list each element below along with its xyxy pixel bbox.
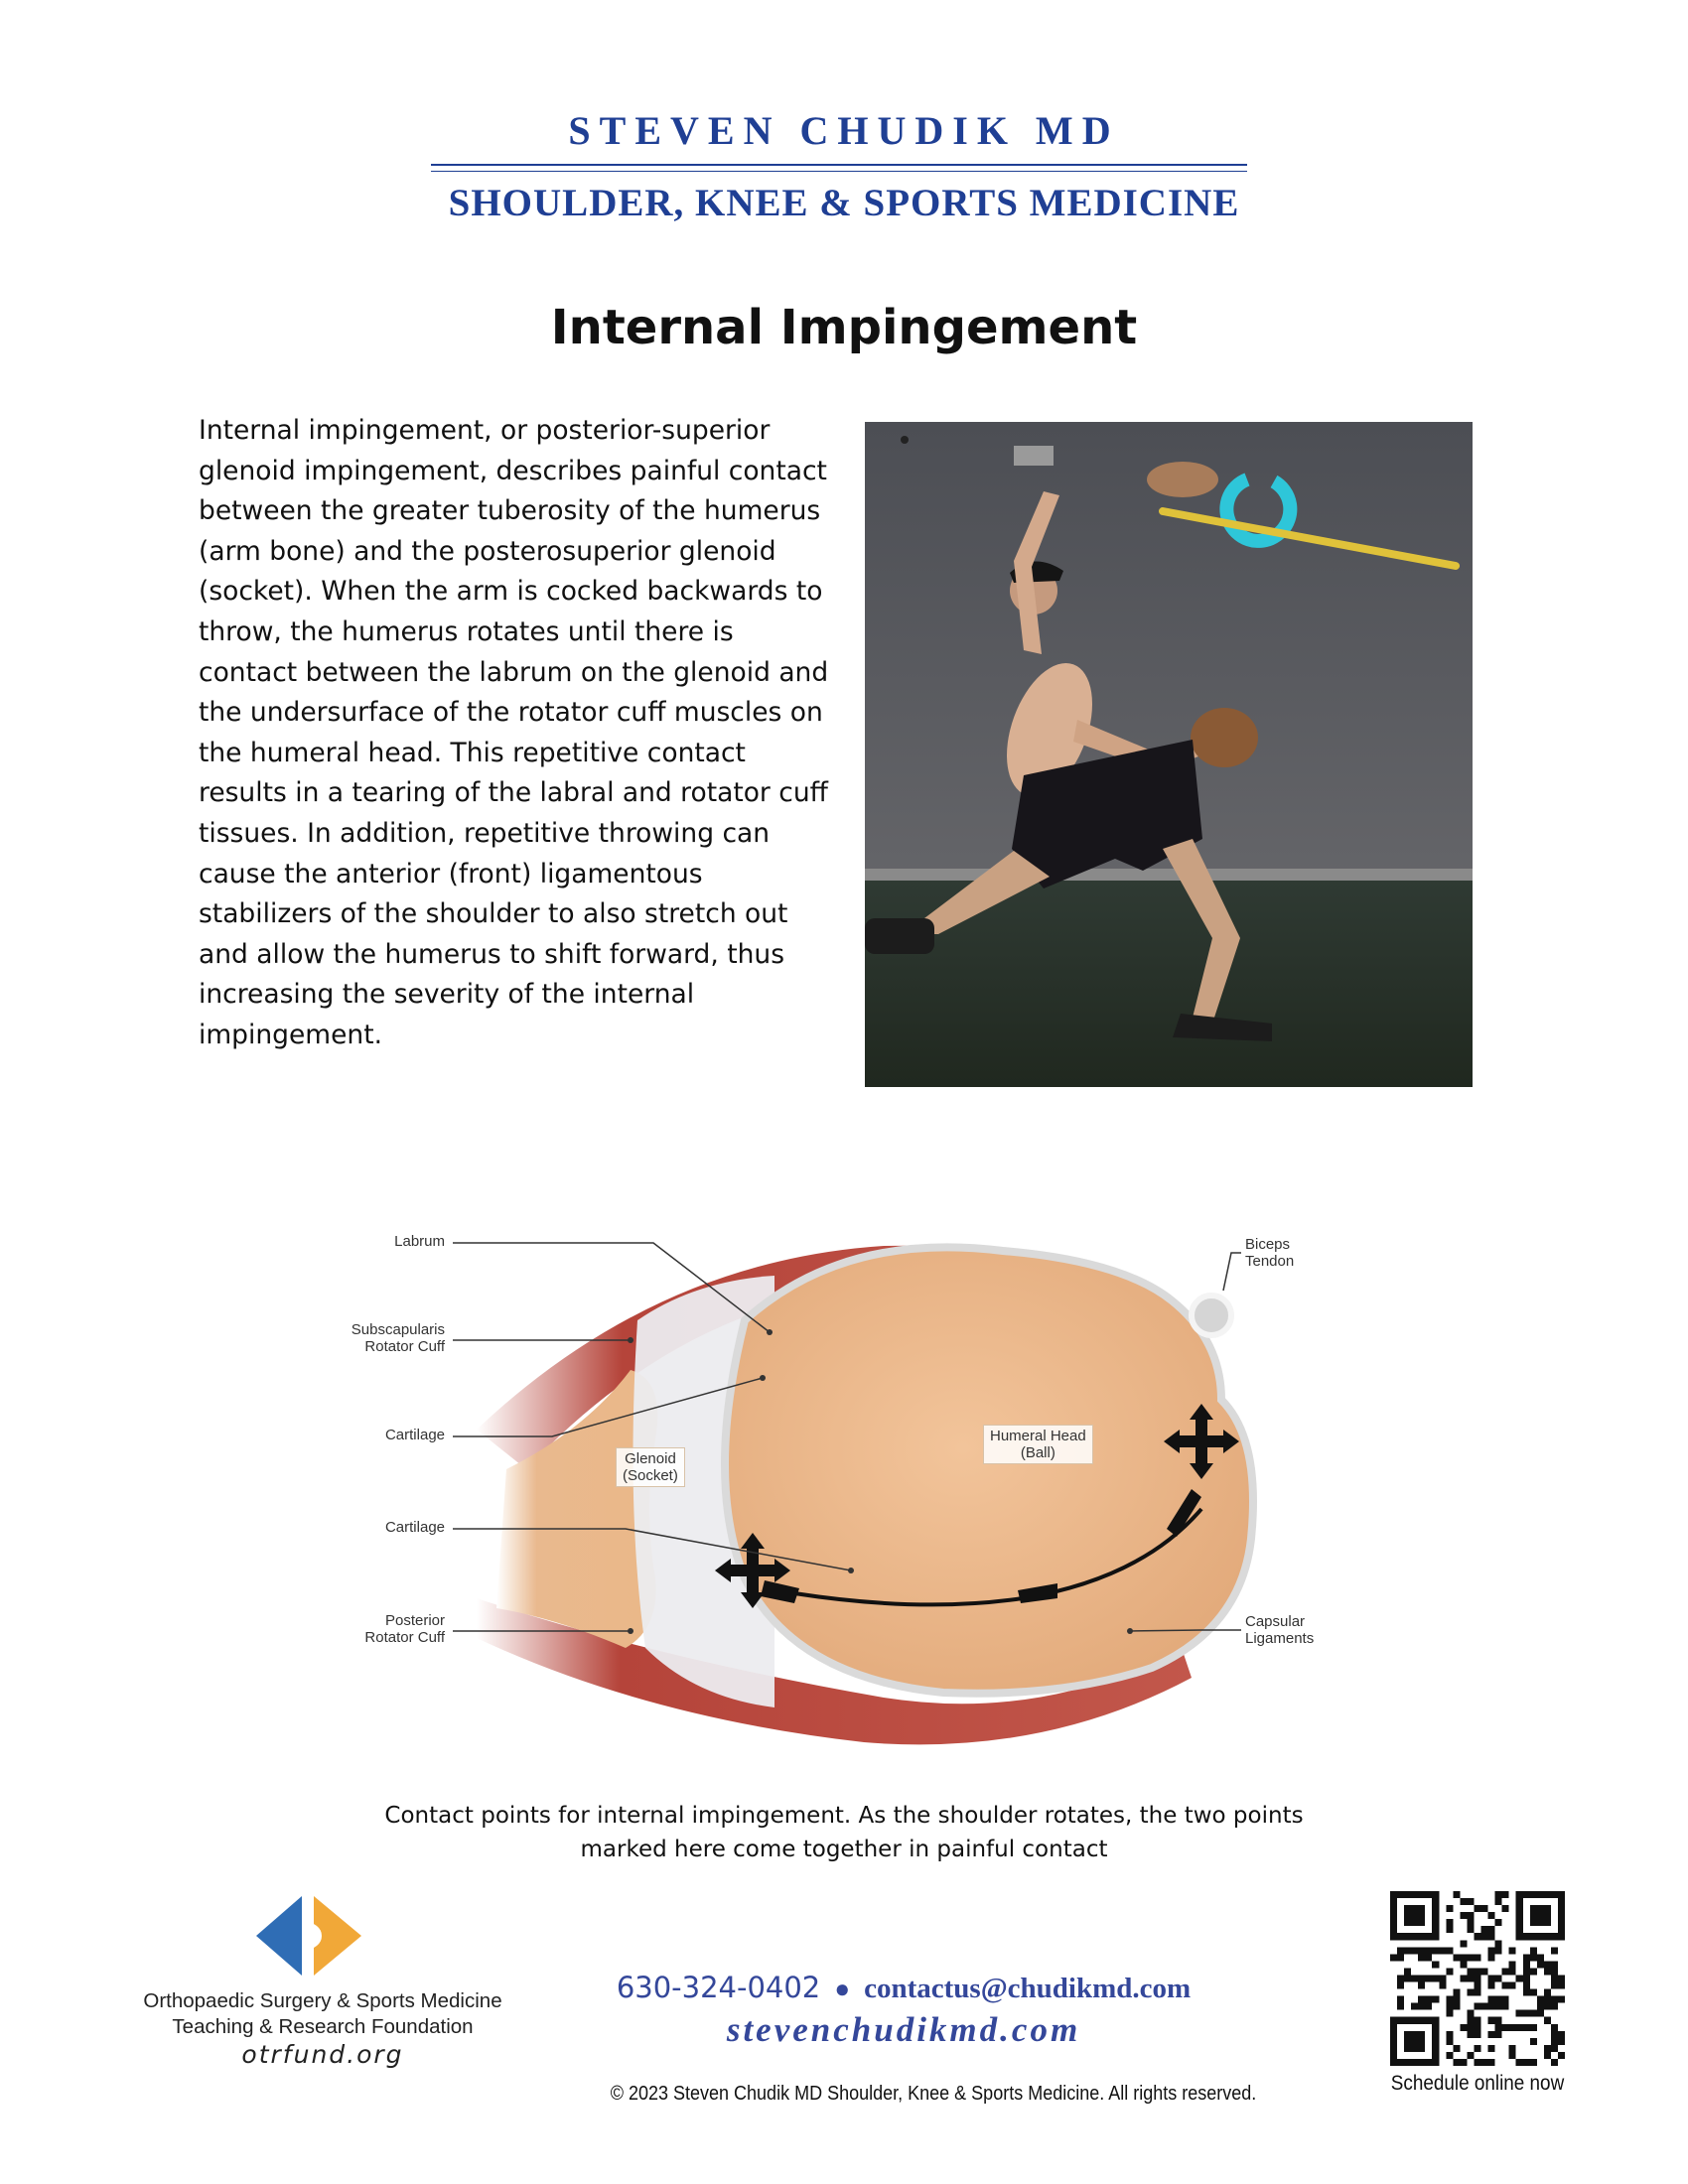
page-title: Internal Impingement [550,300,1138,355]
diagram-caption: Contact points for internal impingement. As the shoulder rotates, the two points marked here come together in painful contact [384,1803,1304,1862]
foundation-url[interactable]: otrfund.org [241,2040,404,2069]
label-biceps: Biceps Tendon [1245,1236,1295,1270]
phone-number[interactable]: 630-324-0402 [616,1971,821,2004]
header-rule [431,164,1247,166]
qr-label: Schedule online now [1390,2072,1565,2095]
header-rule-thin [431,171,1247,172]
contact-line [556,1971,1251,2005]
label-cartilage-top: Cartilage [384,1427,445,1443]
website-link[interactable]: stevenchudikmd.com [726,2010,1081,2049]
pitcher-photo [865,422,1473,1087]
foundation-logo-icon [256,1896,361,1976]
intro-paragraph: Internal impingement, or posterior-superior glenoid impingement, describes painful contact between the greater tuberosity of the humerus (arm bone) and the posterosuperior glenoid (socket). When the arm is cocked backwards to throw, the humerus rotates until there is contact between the labrum on the glenoid and the undersurface of the rotator cuff muscles on the humeral head. This repetitive contact results in a tearing of the labral and rotator cuff tissues. In addition, repetitive throwing can cause the anterior (front) ligamentous stabilizers of the shoulder to also stretch out and allow the humerus to shift forward, thus increasing the severity of the internal impingement. [199,415,829,1050]
label-glenoid: Glenoid (Socket) [616,1447,685,1487]
label-subscapularis: Subscapularis Rotator Cuff [351,1321,445,1355]
separator-dot: ● [834,1974,851,2003]
copyright-notice: © 2023 Steven Chudik MD Shoulder, Knee & Sports Medicine. All rights reserved. [610,2083,1257,2105]
label-capsular: Capsular Ligaments [1245,1613,1315,1647]
brand-tagline: SHOULDER, KNEE & SPORTS MEDICINE [448,182,1240,224]
foundation-name: Orthopaedic Surgery & Sports Medicine Teaching & Research Foundation [143,1989,502,2038]
label-labrum: Labrum [394,1233,445,1250]
label-cartilage-bottom: Cartilage [384,1519,445,1536]
brand-name: STEVEN CHUDIK MD [568,108,1120,153]
shoulder-diagram [328,1181,1365,1777]
label-posterior-cuff: Posterior Rotator Cuff [364,1612,445,1646]
email-link[interactable]: contactus@chudikmd.com [864,1973,1192,2004]
label-humeral-head: Humeral Head (Ball) [983,1425,1093,1464]
qr-code-icon[interactable] [1390,1891,1565,2066]
